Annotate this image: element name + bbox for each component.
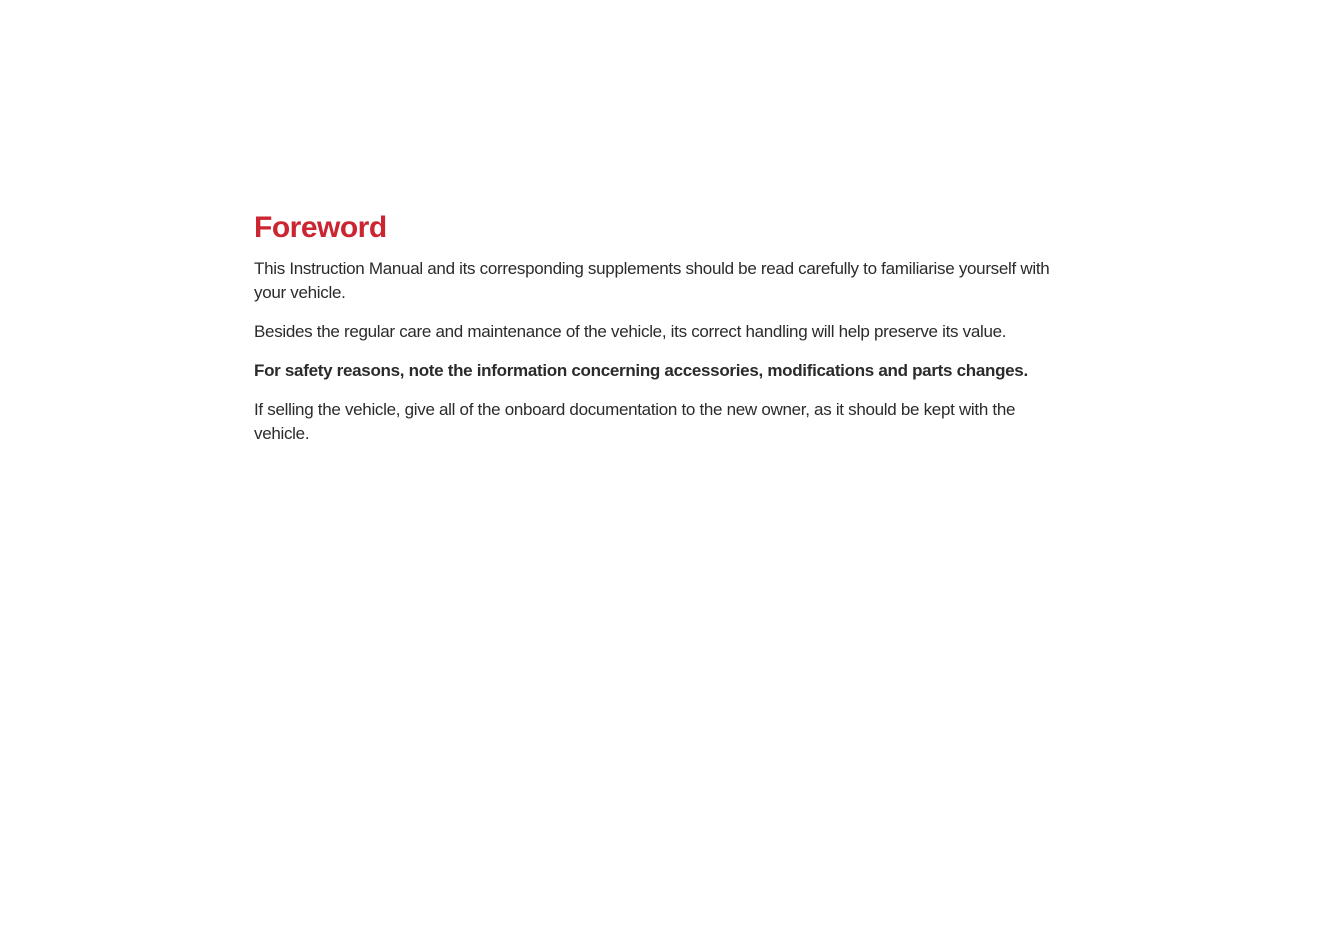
paragraph-line: Besides the regular care and maintenance of the vehicle, its correct handling will help preserve its value. (254, 322, 1007, 341)
paragraph-line: This Instruction Manual and its corresponding supplements should be read carefully to familiarise yourself with (254, 259, 1050, 278)
paragraph-intro (254, 257, 1154, 305)
paragraph-line: vehicle. (254, 424, 310, 443)
page-title: Foreword (254, 211, 387, 244)
paragraph-line: your vehicle. (254, 283, 346, 302)
paragraph-safety-notice (254, 359, 1154, 383)
paragraph-selling (254, 398, 1154, 446)
paragraph-line: If selling the vehicle, give all of the onboard documentation to the new owner, as it should be kept with the (254, 400, 1016, 419)
paragraph-care (254, 320, 1154, 344)
paragraph-line: For safety reasons, note the information concerning accessories, modifications and parts changes. (254, 361, 1028, 380)
foreword-section (254, 211, 1154, 446)
